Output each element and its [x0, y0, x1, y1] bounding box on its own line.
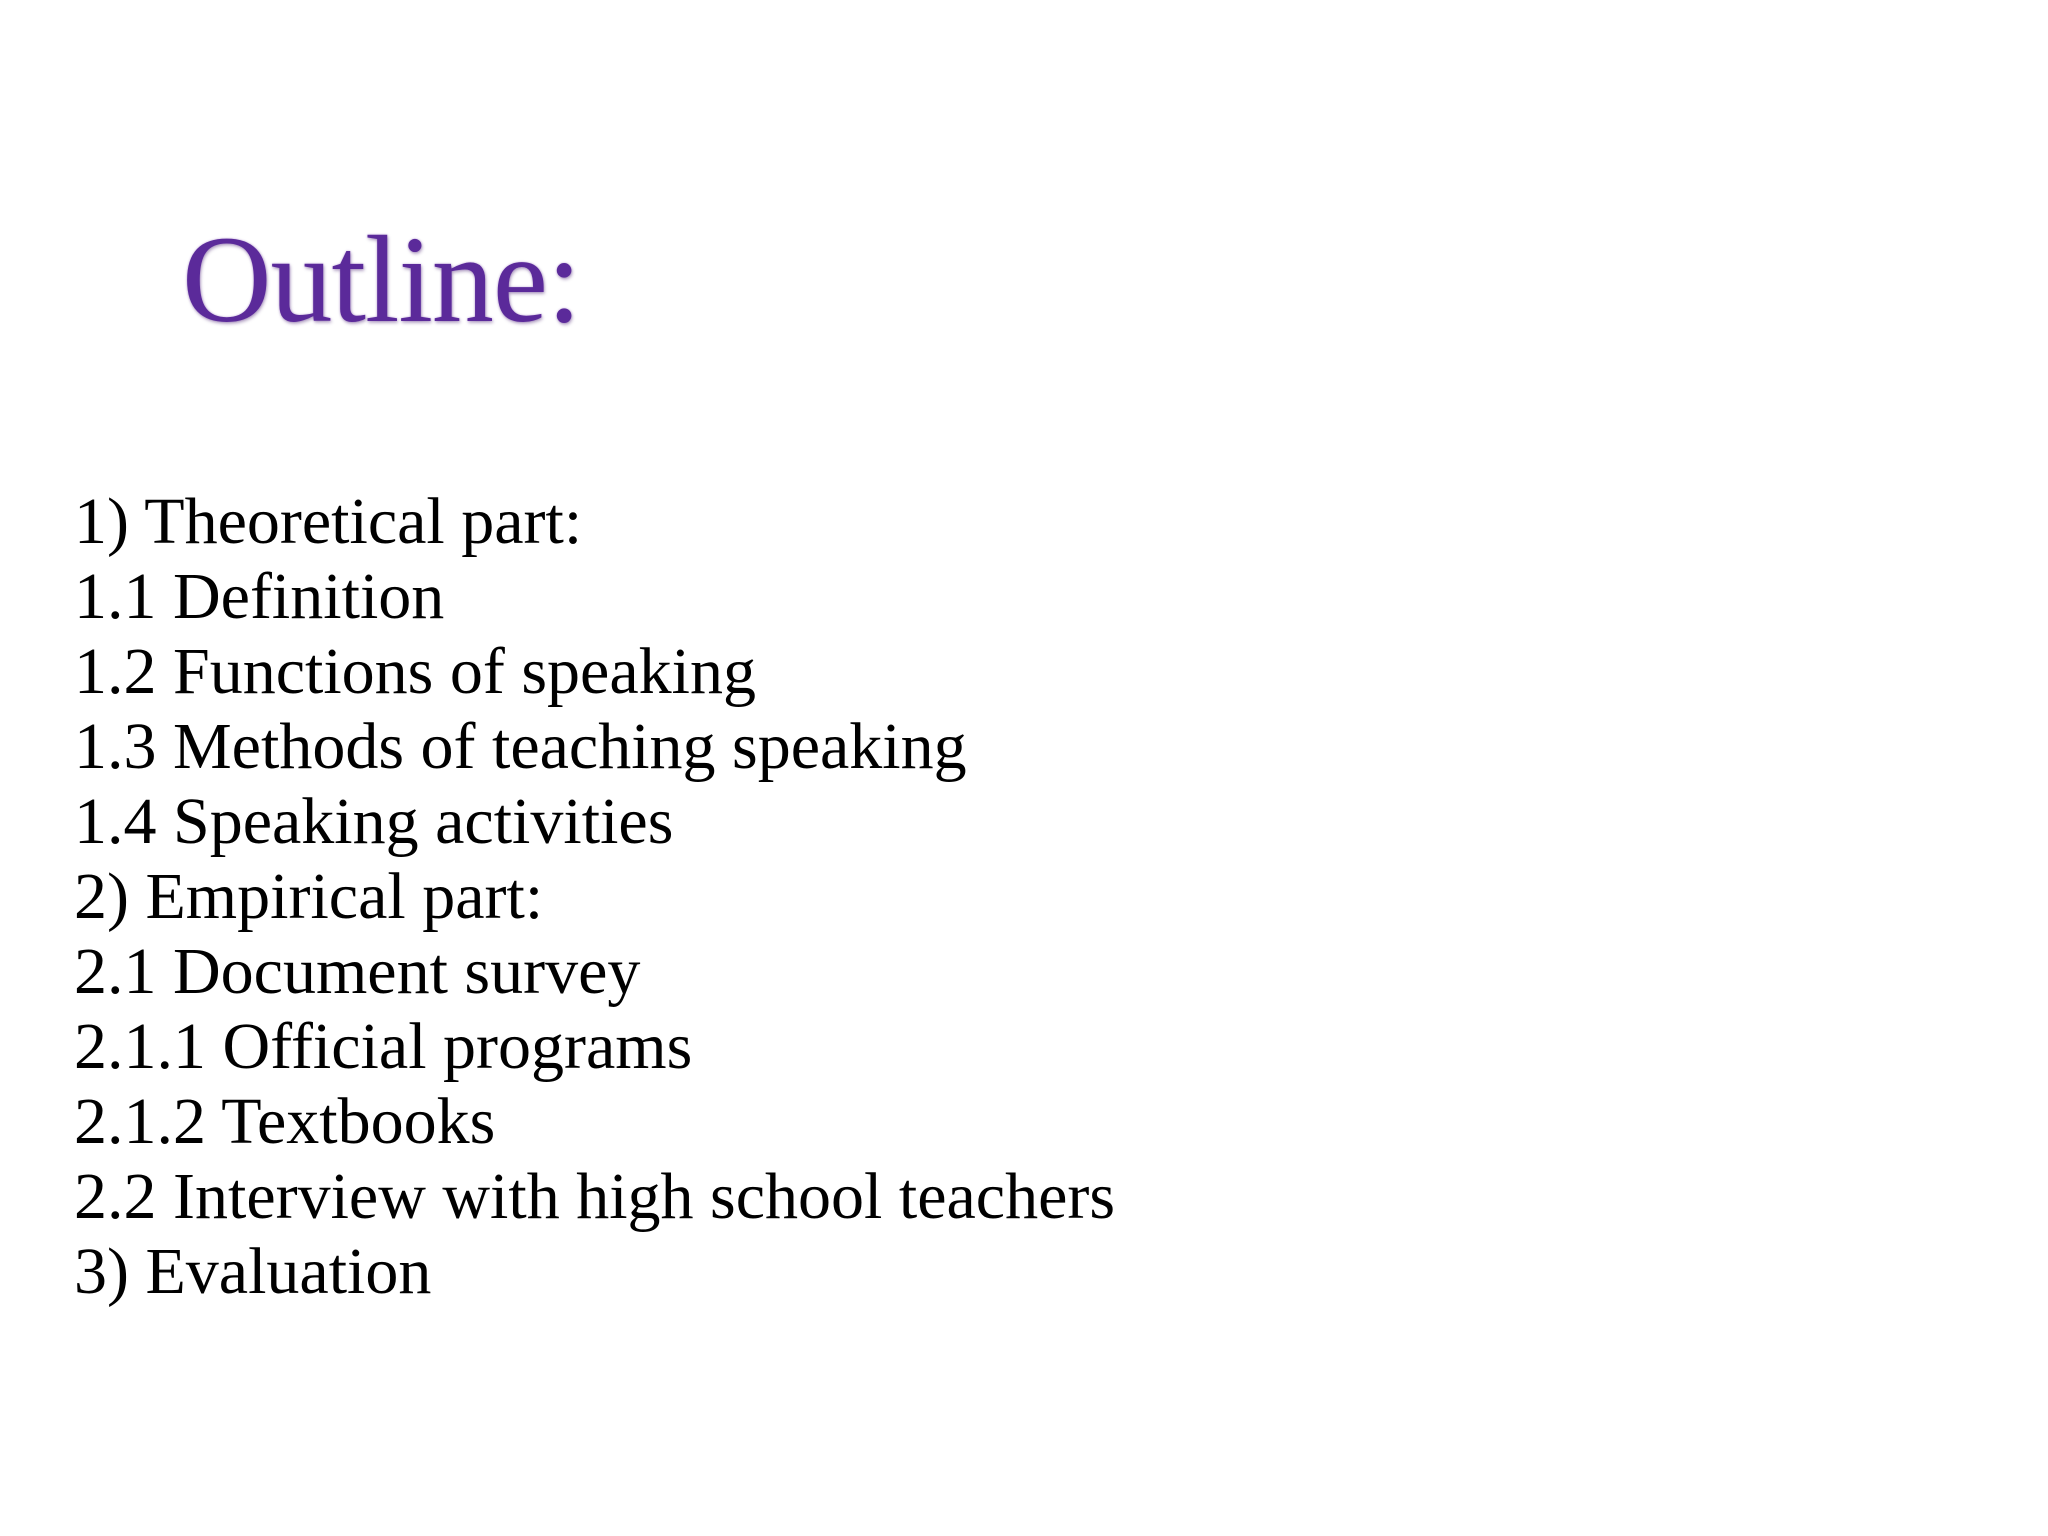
outline-item-1-1: 1.1 Definition: [74, 560, 445, 633]
outline-item-2-1: 2.1 Document survey: [74, 935, 641, 1008]
outline-item-1-4: 1.4 Speaking activities: [74, 785, 674, 858]
outline-item-2: 2) Empirical part:: [74, 860, 544, 933]
outline-item-2-2: 2.2 Interview with high school teachers: [74, 1160, 1116, 1233]
outline-item-1: 1) Theoretical part:: [74, 485, 583, 558]
outline-item-3: 3) Evaluation: [74, 1235, 432, 1308]
outline-item-2-1-1: 2.1.1 Official programs: [74, 1010, 693, 1083]
outline-item-1-3: 1.3 Methods of teaching speaking: [74, 710, 967, 783]
slide-title: Outline:: [182, 211, 581, 348]
outline-list: [74, 484, 1115, 1309]
outline-item-1-2: 1.2 Functions of speaking: [74, 635, 756, 708]
outline-item-2-1-2: 2.1.2 Textbooks: [74, 1085, 496, 1158]
